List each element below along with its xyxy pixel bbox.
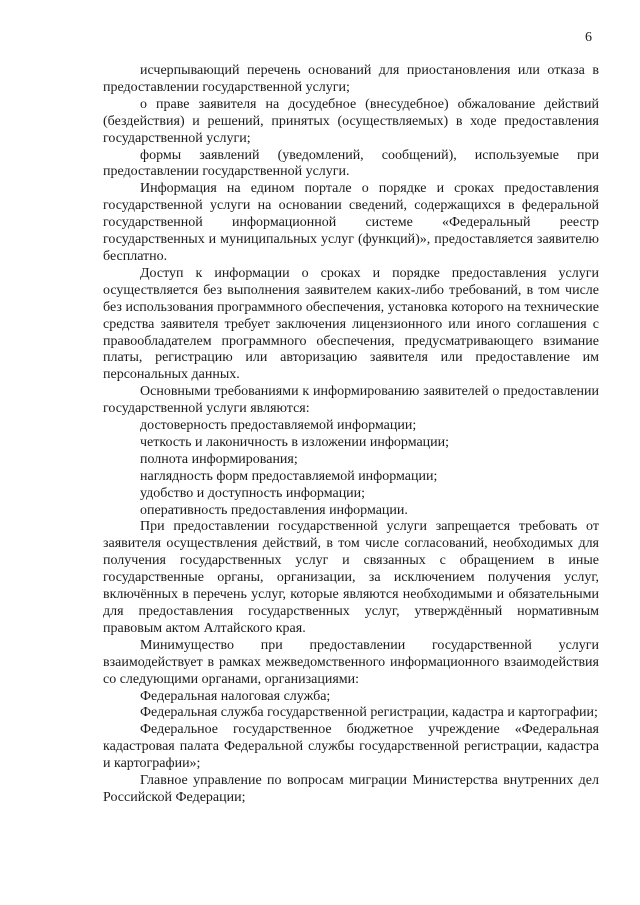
requirement-item: удобство и доступность информации;	[140, 485, 366, 501]
paragraph: формы заявлений (уведомлений, сообщений), используемые при предоставлении государственной услуги.	[103, 147, 599, 180]
paragraph: При предоставлении государственной услуги запрещается требовать от заявителя осуществления действий, в том числе согласований, необходимых для получения государственных услуг и связанных с обращением в иные государственные органы, организации, за исключением получения услуг, включённых в перечень услуг, которые являются необходимыми и обязательными для предоставления государственных услуг, утверждённый нормативным правовым актом Алтайского края.	[103, 519, 599, 636]
agency-item: Федеральная служба государственной регистрации, кадастра и картографии;	[140, 705, 598, 721]
paragraph: исчерпывающий перечень оснований для приостановления или отказа в предоставлении государственной услуги;	[103, 63, 599, 95]
body-text	[103, 63, 599, 807]
agency-item: Главное управление по вопросам миграции Министерства внутренних дел Российской Федерации;	[103, 773, 599, 805]
paragraph: Минимущество при предоставлении государственной услуги взаимодействует в рамках межведомственного информационного взаимодействия со следующими органами, организациями:	[103, 637, 599, 687]
page-number: 6	[585, 30, 592, 45]
paragraph: Информация на едином портале о порядке и сроках предоставления государственной услуги на основании сведений, содержащихся в федеральной государственной информационной системе «Федеральный реестр государственных и муниципальных услуг (функций)», предоставляется заявителю бесплатно.	[103, 181, 599, 264]
requirement-item: полнота информирования;	[140, 451, 298, 467]
requirement-item: оперативность предоставления информации.	[140, 502, 408, 518]
paragraph: о праве заявителя на досудебное (внесудебное) обжалование действий (бездействия) и решений, принятых (осуществляемых) в ходе предоставления государственной услуги;	[103, 96, 599, 146]
requirement-item: наглядность форм предоставляемой информации;	[140, 468, 438, 484]
requirement-item: достоверность предоставляемой информации;	[140, 418, 417, 434]
agency-item: Федеральная налоговая служба;	[140, 688, 331, 704]
paragraph: Основными требованиями к информированию заявителей о предоставлении государственной услуги являются:	[103, 384, 599, 417]
requirement-item: четкость и лаконичность в изложении информации;	[140, 434, 450, 450]
paragraph: Доступ к информации о сроках и порядке предоставления услуги осуществляется без выполнения заявителем каких-либо требований, в том числе без использования программного обеспечения, установка которого на технические средства заявителя требует заключения лицензионного или иного соглашения с правообладателем программного обеспечения, предусматривающего взимание платы, регистрацию или авторизацию заявителя или предоставление им персональных данных.	[103, 265, 599, 383]
agency-item: Федеральное государственное бюджетное учреждение «Федеральная кадастровая палата Федеральной службы государственной регистрации, кадастра и картографии»;	[103, 722, 599, 772]
